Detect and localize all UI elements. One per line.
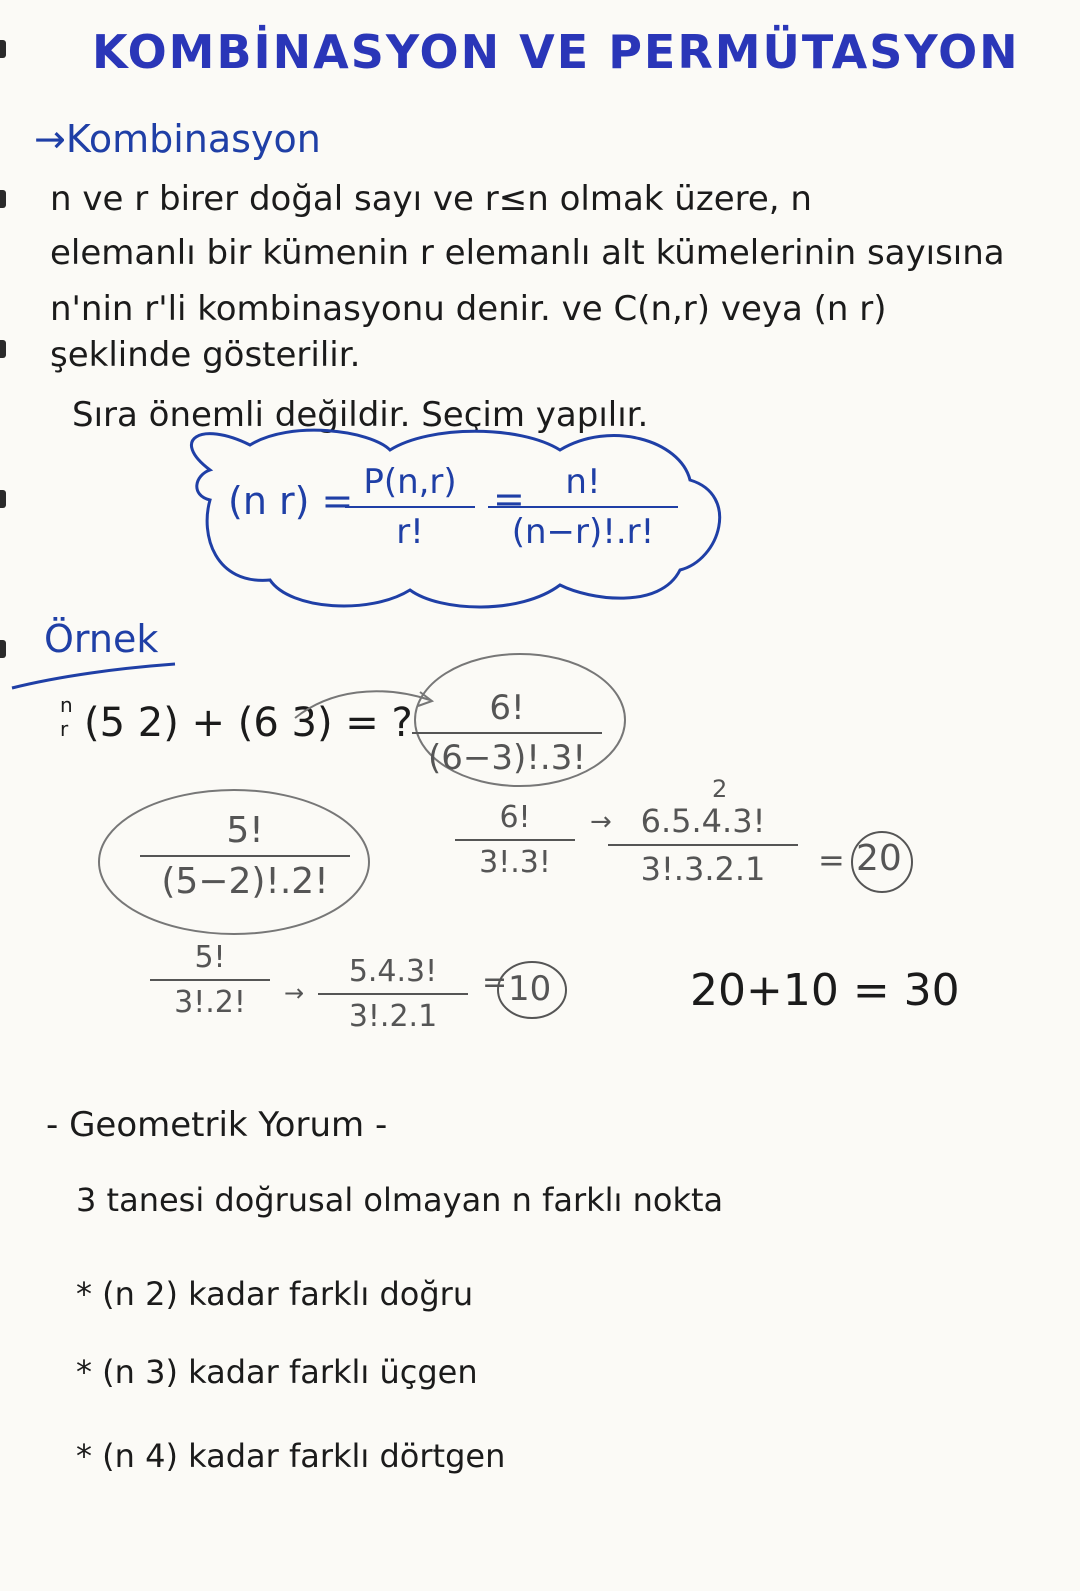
page-title: KOMBİNASYON VE PERMÜTASYON bbox=[92, 25, 1020, 79]
c1-fraction bbox=[140, 810, 350, 902]
question-r-annotation: r bbox=[60, 717, 69, 741]
c2-step-arrow: → bbox=[590, 807, 612, 837]
c2-equals: = bbox=[818, 841, 845, 879]
geometric-item-lines: * (n 2) kadar farklı doğru bbox=[76, 1275, 474, 1313]
formula-fraction-2-den: (n−r)!.r! bbox=[511, 512, 655, 552]
fraction-bar bbox=[140, 855, 350, 857]
c2-step-den-2: 3!.3.2.1 bbox=[640, 850, 766, 888]
c2-fraction bbox=[412, 688, 602, 778]
formula-fraction-1-den: r! bbox=[396, 512, 424, 552]
fraction-bar bbox=[455, 839, 575, 841]
fraction-bar bbox=[412, 732, 602, 734]
definition-line-4: şeklinde gösterilir. bbox=[50, 335, 361, 375]
c2-step-num-2: 6.5.4.3! bbox=[640, 802, 766, 840]
c2-step-fraction-1 bbox=[455, 800, 575, 880]
c2-step-den: 3!.3! bbox=[479, 845, 551, 880]
fraction-bar bbox=[318, 993, 468, 995]
example-sum: 20+10 = 30 bbox=[690, 965, 960, 1016]
c1-step-den: 3!.2! bbox=[174, 985, 246, 1020]
c2-cancel-mark: 2 bbox=[712, 775, 728, 803]
formula-fraction-2-num: n! bbox=[565, 462, 601, 502]
formula-lhs: (n r) = bbox=[228, 479, 354, 523]
c1-step-fraction-2 bbox=[318, 954, 468, 1034]
geometric-intro: 3 tanesi doğrusal olmayan n farklı nokta bbox=[76, 1181, 724, 1219]
question-n-annotation: n bbox=[60, 693, 73, 717]
c1-step-den-2: 3!.2.1 bbox=[348, 999, 438, 1034]
formula-equals: = bbox=[493, 477, 525, 521]
c1-num: 5! bbox=[226, 810, 264, 851]
c2-step-num: 6! bbox=[499, 800, 531, 835]
c2-den: (6−3)!.3! bbox=[428, 738, 586, 778]
c1-result: 10 bbox=[508, 969, 552, 1009]
c1-step-fraction-1 bbox=[150, 940, 270, 1020]
geometric-item-triangles: * (n 3) kadar farklı üçgen bbox=[76, 1353, 478, 1391]
fraction-bar bbox=[608, 844, 798, 846]
definition-line-2: elemanlı bir kümenin r elemanlı alt kümelerinin sayısına bbox=[50, 233, 1005, 273]
c2-step-fraction-2 bbox=[608, 802, 798, 888]
order-note: Sıra önemli değildir. Seçim yapılır. bbox=[72, 395, 649, 435]
c2-num: 6! bbox=[489, 688, 525, 728]
definition-line-1: n ve r birer doğal sayı ve r≤n olmak üzere, n bbox=[50, 179, 812, 219]
geometric-heading: - Geometrik Yorum - bbox=[46, 1105, 388, 1145]
example-question: (5 2) + (6 3) = ? bbox=[84, 700, 413, 746]
geometric-item-quadrilaterals: * (n 4) kadar farklı dörtgen bbox=[76, 1437, 506, 1475]
fraction-bar bbox=[150, 979, 270, 981]
c1-equals: = bbox=[482, 965, 508, 1000]
c1-step-num: 5! bbox=[194, 940, 226, 975]
c1-step-arrow: → bbox=[284, 979, 305, 1007]
definition-line-3: n'nin r'li kombinasyonu denir. ve C(n,r) veya (n r) bbox=[50, 289, 887, 329]
c1-step-num-2: 5.4.3! bbox=[348, 954, 438, 989]
formula-fraction-1-num: P(n,r) bbox=[363, 462, 457, 502]
c2-result: 20 bbox=[856, 838, 902, 879]
section-heading: →Kombinasyon bbox=[34, 117, 321, 161]
example-label: Örnek bbox=[44, 617, 159, 661]
c1-den: (5−2)!.2! bbox=[161, 861, 329, 902]
